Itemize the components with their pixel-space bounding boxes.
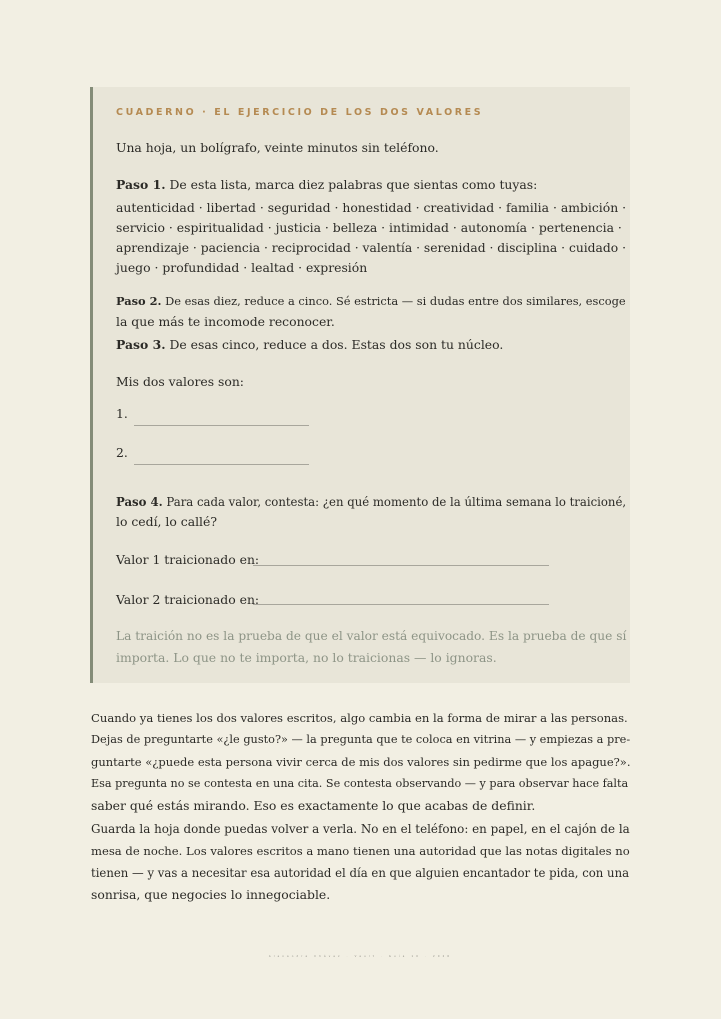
body-paragraph-line: tienen — y vas a necesitar esa autoridad el día en que alguien encantador te pida, con una bbox=[91, 866, 630, 880]
page-footer: Alexandra Chávez · Vault · Guía 10 · 2026 bbox=[268, 955, 453, 958]
step-4-label: Paso 4. bbox=[116, 495, 163, 509]
value-2-number: 2. bbox=[116, 445, 128, 460]
exercise-notebook-box bbox=[90, 87, 630, 683]
values-list-line: autenticidad · libertad · seguridad · honestidad · creatividad · familia · ambición · bbox=[116, 200, 627, 215]
value-1-blank-line[interactable] bbox=[134, 425, 309, 426]
step-3-label: Paso 3. bbox=[116, 337, 166, 352]
notebook-intro: Una hoja, un bolígrafo, veinte minutos sin teléfono. bbox=[116, 140, 439, 155]
betrayed-2-blank-line[interactable] bbox=[253, 604, 549, 605]
body-paragraph-line: mesa de noche. Los valores escritos a mano tienen una autoridad que las notas digitales no bbox=[91, 844, 630, 858]
values-list-line: juego · profundidad · lealtad · expresión bbox=[116, 260, 368, 275]
step-4-text: Para cada valor, contesta: ¿en qué momento de la última semana lo traicioné, bbox=[162, 495, 627, 509]
step-1-text: De esta lista, marca diez palabras que sientas como tuyas: bbox=[165, 177, 538, 192]
values-prompt: Mis dos valores son: bbox=[116, 374, 244, 389]
betrayed-1-blank-line[interactable] bbox=[253, 565, 549, 566]
step-2 bbox=[116, 291, 626, 311]
body-paragraph-line: Cuando ya tienes los dos valores escritos, algo cambia en la forma de mirar a las personas. bbox=[91, 711, 628, 725]
step-2-text: De esas diez, reduce a cinco. Sé estricta — si dudas entre dos similares, escoge bbox=[161, 294, 626, 308]
values-list-line: aprendizaje · paciencia · reciprocidad · valentía · serenidad · disciplina · cuidado · bbox=[116, 241, 626, 255]
value-2-blank-line[interactable] bbox=[134, 464, 309, 465]
body-paragraph-line: guntarte «¿puede esta persona vivir cerca de mis dos valores sin pedirme que los apague?». bbox=[91, 755, 631, 769]
body-paragraph-line: sonrisa, que negocies lo innegociable. bbox=[91, 887, 331, 902]
body-paragraph-line: Dejas de preguntarte «¿le gusto?» — la pregunta que te coloca en vitrina — y empiezas a pre- bbox=[91, 733, 631, 746]
step-2-label: Paso 2. bbox=[116, 294, 162, 308]
step-4-text-cont: lo cedí, lo callé? bbox=[116, 514, 217, 529]
step-1-label: Paso 1. bbox=[116, 177, 166, 192]
step-1 bbox=[116, 175, 537, 195]
body-paragraph-line: Guarda la hoja donde puedas volver a verla. No en el teléfono: en papel, en el cajón de la bbox=[91, 822, 630, 836]
step-4 bbox=[116, 492, 626, 512]
closing-note-cont: importa. Lo que no te importa, no lo traicionas — lo ignoras. bbox=[116, 650, 497, 665]
step-3-text: De esas cinco, reduce a dos. Estas dos son tu núcleo. bbox=[165, 337, 504, 352]
value-1-number: 1. bbox=[116, 406, 128, 421]
values-list-line: servicio · espiritualidad · justicia · belleza · intimidad · autonomía · pertenencia · bbox=[116, 220, 622, 235]
betrayed-1-label: Valor 1 traicionado en: bbox=[116, 552, 260, 567]
step-3 bbox=[116, 335, 503, 355]
closing-note: La traición no es la prueba de que el valor está equivocado. Es la prueba de que sí bbox=[116, 629, 627, 643]
notebook-eyebrow: CUADERNO · EL EJERCICIO DE LOS DOS VALORES bbox=[116, 107, 484, 118]
betrayed-2-label: Valor 2 traicionado en: bbox=[116, 592, 260, 607]
body-paragraph-line: Esa pregunta no se contesta en una cita. Se contesta observando — y para observar hace falta bbox=[91, 777, 629, 790]
body-paragraph-line: saber qué estás mirando. Eso es exactamente lo que acabas de definir. bbox=[91, 798, 536, 813]
step-2-text-cont: la que más te incomode reconocer. bbox=[116, 314, 335, 329]
